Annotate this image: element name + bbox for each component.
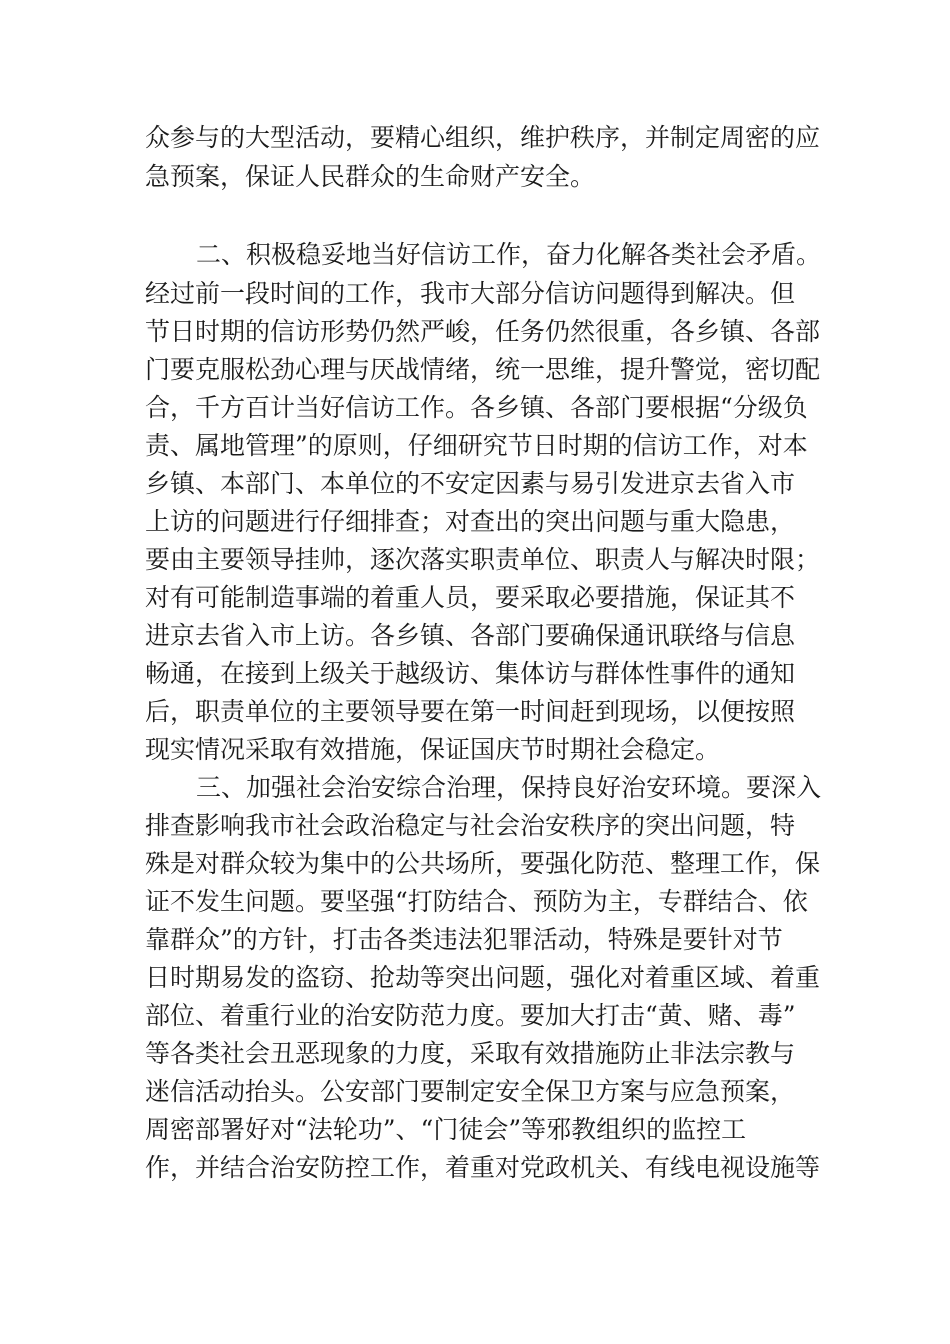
line-text: 周密部署好对“法轮功”、“门徒会”等邪教组织的监控工 (145, 1115, 747, 1144)
text-line (0, 427, 950, 465)
text-line (0, 1035, 950, 1073)
text-line (0, 275, 950, 313)
line-text: 迷信活动抬头。公安部门要制定安全保卫方案与应急预案， (145, 1077, 796, 1106)
text-line (0, 807, 950, 845)
text-line (0, 503, 950, 541)
text-line (0, 236, 950, 274)
text-line (0, 119, 950, 157)
line-text: 作，并结合治安防控工作，着重对党政机关、有线电视设施等 (145, 1153, 821, 1182)
line-text: 证不发生问题。要坚强“打防结合、预防为主，专群结合、依 (145, 887, 808, 916)
line-text: 靠群众”的方针，打击各类违法犯罪活动，特殊是要针对节 (145, 925, 783, 954)
text-line (0, 1073, 950, 1111)
text-line (0, 997, 950, 1035)
line-text: 责、属地管理”的原则，仔细研究节日时期的信访工作，对本 (145, 431, 808, 460)
text-line (0, 389, 950, 427)
line-text: 畅通，在接到上级关于越级访、集体访与群体性事件的通知 (145, 659, 796, 688)
line-text: 对有可能制造事端的着重人员，要采取必要措施，保证其不 (145, 583, 796, 612)
line-text: 乡镇、本部门、本单位的不安定因素与易引发进京去省入市 (145, 469, 796, 498)
line-text: 殊是对群众较为集中的公共场所，要强化防范、整理工作，保 (145, 849, 821, 878)
text-line (0, 1149, 950, 1187)
text-line (0, 845, 950, 883)
text-line (0, 158, 950, 196)
line-text: 排查影响我市社会政治稳定与社会治安秩序的突出问题，特 (145, 811, 796, 840)
line-text: 经过前一段时间的工作，我市大部分信访问题得到解决。但 (145, 279, 796, 308)
text-line (0, 579, 950, 617)
line-text: 二、积极稳妥地当好信访工作，奋力化解各类社会矛盾。 (196, 240, 822, 269)
text-line (0, 617, 950, 655)
text-line (0, 731, 950, 769)
line-text: 门要克服松劲心理与厌战情绪，统一思维，提升警觉，密切配 (145, 355, 821, 384)
line-text: 现实情况采取有效措施，保证国庆节时期社会稳定。 (145, 735, 721, 764)
text-line (0, 351, 950, 389)
line-text: 三、加强社会治安综合治理，保持良好治安环境。要深入 (196, 773, 822, 802)
line-text: 急预案，保证人民群众的生命财产安全。 (145, 162, 596, 191)
text-line (0, 465, 950, 503)
text-line (0, 313, 950, 351)
text-line (0, 541, 950, 579)
line-text: 节日时期的信访形势仍然严峻，任务仍然很重，各乡镇、各部 (145, 317, 821, 346)
text-line (0, 693, 950, 731)
line-text: 后，职责单位的主要领导要在第一时间赶到现场，以便按照 (145, 697, 796, 726)
line-text: 部位、着重行业的治安防范力度。要加大打击“黄、赌、毒” (145, 1001, 796, 1030)
text-line (0, 655, 950, 693)
line-text: 合，千方百计当好信访工作。各乡镇、各部门要根据“分级负 (145, 393, 808, 422)
text-line (0, 883, 950, 921)
line-text: 众参与的大型活动，要精心组织，维护秩序，并制定周密的应 (145, 123, 821, 152)
line-text: 上访的问题进行仔细排查；对查出的突出问题与重大隐患， (145, 507, 796, 536)
text-line (0, 959, 950, 997)
line-text: 要由主要领导挂帅，逐次落实职责单位、职责人与解决时限； (145, 545, 821, 574)
text-line (0, 1111, 950, 1149)
line-text: 等各类社会丑恶现象的力度，采取有效措施防止非法宗教与 (145, 1039, 796, 1068)
text-line (0, 921, 950, 959)
text-line (0, 769, 950, 807)
line-text: 日时期易发的盗窃、抢劫等突出问题，强化对着重区域、着重 (145, 963, 821, 992)
line-text: 进京去省入市上访。各乡镇、各部门要确保通讯联络与信息 (145, 621, 796, 650)
